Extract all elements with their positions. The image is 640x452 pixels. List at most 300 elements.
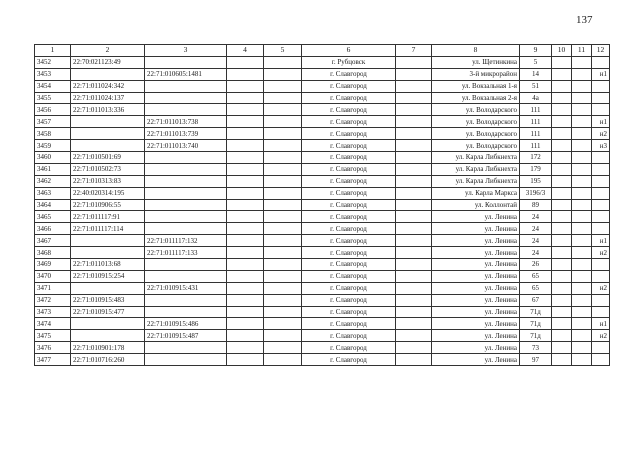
- table-cell-col-6: г. Славгород: [302, 116, 396, 128]
- table-cell-col-11: [572, 163, 592, 175]
- table-cell-col-5: [264, 342, 302, 354]
- table-cell-col-4: [227, 140, 264, 152]
- table-cell-col-12: [592, 223, 610, 235]
- page-number: 137: [576, 14, 593, 26]
- table-cell-col-5: [264, 68, 302, 80]
- table-cell-col-10: [552, 282, 572, 294]
- table-cell-col-12: [592, 342, 610, 354]
- table-row: [35, 199, 610, 211]
- table-cell-col-1: 3462: [35, 175, 71, 187]
- table-cell-col-10: [552, 163, 572, 175]
- column-header-6: 6: [302, 45, 396, 57]
- table-cell-col-10: [552, 235, 572, 247]
- table-cell-col-6: г. Славгород: [302, 152, 396, 164]
- column-header-3: 3: [145, 45, 227, 57]
- table-row: [35, 306, 610, 318]
- table-cell-col-1: 3466: [35, 223, 71, 235]
- table-cell-col-2: 22:71:011024:342: [71, 80, 145, 92]
- table-cell-col-5: [264, 116, 302, 128]
- table-cell-col-9: 71д: [520, 330, 552, 342]
- table-cell-col-4: [227, 175, 264, 187]
- table-cell-col-10: [552, 68, 572, 80]
- table-cell-col-4: [227, 294, 264, 306]
- table-cell-col-10: [552, 116, 572, 128]
- table-cell-col-8: ул. Ленина: [432, 330, 520, 342]
- table-cell-col-6: г. Славгород: [302, 259, 396, 271]
- table-cell-col-4: [227, 68, 264, 80]
- table-cell-col-3: 22:71:010915:431: [145, 282, 227, 294]
- table-cell-col-3: [145, 294, 227, 306]
- table-cell-col-3: [145, 56, 227, 68]
- table-cell-col-1: 3452: [35, 56, 71, 68]
- table-cell-col-6: г. Славгород: [302, 211, 396, 223]
- table-cell-col-1: 3465: [35, 211, 71, 223]
- table-cell-col-2: 22:71:010915:477: [71, 306, 145, 318]
- table-cell-col-9: 71д: [520, 318, 552, 330]
- table-cell-col-11: [572, 175, 592, 187]
- table-cell-col-1: 3469: [35, 259, 71, 271]
- table-cell-col-9: 65: [520, 282, 552, 294]
- table-cell-col-9: 51: [520, 80, 552, 92]
- table-cell-col-12: н3: [592, 140, 610, 152]
- table-cell-col-7: [396, 306, 432, 318]
- table-cell-col-5: [264, 199, 302, 211]
- table-cell-col-10: [552, 152, 572, 164]
- table-cell-col-11: [572, 318, 592, 330]
- table-cell-col-8: ул. Коллонтай: [432, 199, 520, 211]
- table-cell-col-4: [227, 235, 264, 247]
- table-cell-col-9: 195: [520, 175, 552, 187]
- table-cell-col-6: г. Славгород: [302, 354, 396, 366]
- table-cell-col-7: [396, 235, 432, 247]
- table-cell-col-3: 22:71:010915:486: [145, 318, 227, 330]
- table-cell-col-3: 22:71:011117:133: [145, 247, 227, 259]
- table-cell-col-8: ул. Вокзальная 2-я: [432, 92, 520, 104]
- header-row: [35, 45, 610, 57]
- table-cell-col-3: [145, 80, 227, 92]
- table-cell-col-3: [145, 175, 227, 187]
- table-cell-col-2: 22:71:010915:483: [71, 294, 145, 306]
- table-cell-col-9: 26: [520, 259, 552, 271]
- table-cell-col-11: [572, 330, 592, 342]
- table-row: [35, 282, 610, 294]
- table-cell-col-3: 22:71:010915:487: [145, 330, 227, 342]
- table-cell-col-5: [264, 56, 302, 68]
- table-cell-col-11: [572, 128, 592, 140]
- table-row: [35, 92, 610, 104]
- table-cell-col-2: [71, 318, 145, 330]
- table-cell-col-6: г. Рубцовск: [302, 56, 396, 68]
- table-cell-col-12: [592, 163, 610, 175]
- table-cell-col-11: [572, 223, 592, 235]
- table-row: [35, 68, 610, 80]
- column-header-10: 10: [552, 45, 572, 57]
- table-cell-col-6: г. Славгород: [302, 342, 396, 354]
- table-cell-col-7: [396, 330, 432, 342]
- table-cell-col-11: [572, 152, 592, 164]
- table-cell-col-12: [592, 152, 610, 164]
- table-row: [35, 56, 610, 68]
- column-header-9: 9: [520, 45, 552, 57]
- table-cell-col-10: [552, 259, 572, 271]
- table-cell-col-3: [145, 342, 227, 354]
- table-cell-col-4: [227, 282, 264, 294]
- table-cell-col-1: 3457: [35, 116, 71, 128]
- table-row: [35, 163, 610, 175]
- table-cell-col-9: 179: [520, 163, 552, 175]
- table-cell-col-12: [592, 56, 610, 68]
- table-cell-col-5: [264, 175, 302, 187]
- column-header-2: 2: [71, 45, 145, 57]
- table-cell-col-8: ул. Володарского: [432, 116, 520, 128]
- column-header-7: 7: [396, 45, 432, 57]
- table-cell-col-1: 3456: [35, 104, 71, 116]
- table-cell-col-2: 22:71:010313:83: [71, 175, 145, 187]
- table-row: [35, 354, 610, 366]
- column-header-8: 8: [432, 45, 520, 57]
- table-cell-col-10: [552, 354, 572, 366]
- table-cell-col-5: [264, 330, 302, 342]
- table-cell-col-4: [227, 306, 264, 318]
- table-cell-col-8: ул. Ленина: [432, 235, 520, 247]
- table-cell-col-6: г. Славгород: [302, 128, 396, 140]
- table-cell-col-9: 24: [520, 211, 552, 223]
- table-cell-col-5: [264, 223, 302, 235]
- table-cell-col-10: [552, 80, 572, 92]
- table-cell-col-7: [396, 354, 432, 366]
- table-cell-col-2: [71, 116, 145, 128]
- table-cell-col-9: 97: [520, 354, 552, 366]
- table-cell-col-10: [552, 211, 572, 223]
- table-cell-col-3: [145, 152, 227, 164]
- table-cell-col-4: [227, 318, 264, 330]
- table-cell-col-12: н2: [592, 128, 610, 140]
- table-cell-col-12: [592, 80, 610, 92]
- table-cell-col-12: [592, 270, 610, 282]
- table-cell-col-11: [572, 56, 592, 68]
- table-cell-col-3: [145, 354, 227, 366]
- table-cell-col-9: 4а: [520, 92, 552, 104]
- table-cell-col-4: [227, 56, 264, 68]
- column-header-5: 5: [264, 45, 302, 57]
- table-cell-col-11: [572, 199, 592, 211]
- table-cell-col-9: 67: [520, 294, 552, 306]
- table-cell-col-7: [396, 175, 432, 187]
- table-row: [35, 116, 610, 128]
- table-cell-col-7: [396, 116, 432, 128]
- table-row: [35, 270, 610, 282]
- table-cell-col-9: 71д: [520, 306, 552, 318]
- table-cell-col-11: [572, 140, 592, 152]
- table-row: [35, 128, 610, 140]
- table-cell-col-8: ул. Ленина: [432, 342, 520, 354]
- table-cell-col-4: [227, 223, 264, 235]
- table-cell-col-6: г. Славгород: [302, 68, 396, 80]
- table-cell-col-5: [264, 80, 302, 92]
- table-cell-col-6: г. Славгород: [302, 235, 396, 247]
- table-cell-col-5: [264, 104, 302, 116]
- table-cell-col-2: 22:71:010501:69: [71, 152, 145, 164]
- table-cell-col-7: [396, 92, 432, 104]
- table-cell-col-5: [264, 247, 302, 259]
- table-cell-col-5: [264, 282, 302, 294]
- table-cell-col-5: [264, 354, 302, 366]
- table-cell-col-1: 3474: [35, 318, 71, 330]
- table-cell-col-7: [396, 259, 432, 271]
- table-cell-col-8: ул. Ленина: [432, 259, 520, 271]
- table-cell-col-8: ул. Володарского: [432, 128, 520, 140]
- table-cell-col-3: 22:71:011013:738: [145, 116, 227, 128]
- table-cell-col-1: 3468: [35, 247, 71, 259]
- table-cell-col-4: [227, 259, 264, 271]
- table-cell-col-10: [552, 270, 572, 282]
- table-cell-col-6: г. Славгород: [302, 80, 396, 92]
- table-cell-col-11: [572, 306, 592, 318]
- table-cell-col-6: г. Славгород: [302, 175, 396, 187]
- table-cell-col-8: ул. Ленина: [432, 294, 520, 306]
- table-cell-col-10: [552, 128, 572, 140]
- table-cell-col-8: ул. Карла Либкнехта: [432, 175, 520, 187]
- table-cell-col-8: ул. Володарского: [432, 104, 520, 116]
- table-cell-col-8: ул. Ленина: [432, 282, 520, 294]
- table-cell-col-10: [552, 140, 572, 152]
- table-cell-col-11: [572, 116, 592, 128]
- table-cell-col-7: [396, 56, 432, 68]
- table-cell-col-10: [552, 104, 572, 116]
- table-cell-col-3: [145, 270, 227, 282]
- table-cell-col-8: ул. Володарского: [432, 140, 520, 152]
- table-cell-col-2: [71, 235, 145, 247]
- table-cell-col-1: 3463: [35, 187, 71, 199]
- table-cell-col-1: 3458: [35, 128, 71, 140]
- table-cell-col-8: 3-й микрорайон: [432, 68, 520, 80]
- table-cell-col-11: [572, 235, 592, 247]
- table-cell-col-9: 24: [520, 235, 552, 247]
- table-cell-col-11: [572, 104, 592, 116]
- table-cell-col-7: [396, 128, 432, 140]
- table-cell-col-4: [227, 211, 264, 223]
- table-cell-col-1: 3475: [35, 330, 71, 342]
- table-body: [35, 56, 610, 365]
- table-cell-col-4: [227, 270, 264, 282]
- table-cell-col-5: [264, 152, 302, 164]
- table-cell-col-5: [264, 294, 302, 306]
- table-cell-col-2: [71, 68, 145, 80]
- table-cell-col-12: [592, 92, 610, 104]
- table-cell-col-8: ул. Ленина: [432, 318, 520, 330]
- table-cell-col-8: ул. Щетинкина: [432, 56, 520, 68]
- table-cell-col-2: 22:71:011117:91: [71, 211, 145, 223]
- table-cell-col-8: ул. Вокзальная 1-я: [432, 80, 520, 92]
- table-row: [35, 259, 610, 271]
- table-cell-col-4: [227, 152, 264, 164]
- table-cell-col-10: [552, 318, 572, 330]
- table-cell-col-7: [396, 247, 432, 259]
- table-cell-col-5: [264, 211, 302, 223]
- table-cell-col-1: 3453: [35, 68, 71, 80]
- table-cell-col-12: н1: [592, 68, 610, 80]
- table-cell-col-4: [227, 128, 264, 140]
- table-cell-col-12: [592, 199, 610, 211]
- table-cell-col-10: [552, 199, 572, 211]
- table-cell-col-5: [264, 92, 302, 104]
- table-row: [35, 140, 610, 152]
- table-cell-col-7: [396, 223, 432, 235]
- table-cell-col-10: [552, 294, 572, 306]
- table-cell-col-5: [264, 306, 302, 318]
- table-cell-col-8: ул. Ленина: [432, 306, 520, 318]
- table-cell-col-2: 22:70:021123:49: [71, 56, 145, 68]
- table-cell-col-6: г. Славгород: [302, 294, 396, 306]
- table-cell-col-2: [71, 282, 145, 294]
- table-cell-col-11: [572, 211, 592, 223]
- table-cell-col-2: 22:71:010901:178: [71, 342, 145, 354]
- table-cell-col-3: 22:71:011013:740: [145, 140, 227, 152]
- table-cell-col-4: [227, 330, 264, 342]
- table-cell-col-4: [227, 116, 264, 128]
- table-cell-col-3: [145, 211, 227, 223]
- table-row: [35, 175, 610, 187]
- table-cell-col-7: [396, 80, 432, 92]
- table-cell-col-12: н1: [592, 235, 610, 247]
- table-cell-col-7: [396, 342, 432, 354]
- table-cell-col-6: г. Славгород: [302, 270, 396, 282]
- table-cell-col-4: [227, 104, 264, 116]
- table-cell-col-11: [572, 342, 592, 354]
- table-cell-col-6: г. Славгород: [302, 223, 396, 235]
- table-cell-col-3: [145, 223, 227, 235]
- table-cell-col-12: [592, 294, 610, 306]
- table-cell-col-6: г. Славгород: [302, 282, 396, 294]
- column-header-1: 1: [35, 45, 71, 57]
- table-cell-col-2: [71, 140, 145, 152]
- table-cell-col-6: г. Славгород: [302, 318, 396, 330]
- table-cell-col-7: [396, 270, 432, 282]
- table-cell-col-2: 22:71:011024:137: [71, 92, 145, 104]
- table-cell-col-6: г. Славгород: [302, 92, 396, 104]
- table-cell-col-8: ул. Ленина: [432, 354, 520, 366]
- table-cell-col-11: [572, 187, 592, 199]
- table-cell-col-10: [552, 330, 572, 342]
- table-cell-col-2: [71, 247, 145, 259]
- table-cell-col-5: [264, 187, 302, 199]
- table-cell-col-2: 22:40:020314:195: [71, 187, 145, 199]
- column-header-4: 4: [227, 45, 264, 57]
- table-cell-col-8: ул. Ленина: [432, 211, 520, 223]
- table-cell-col-6: г. Славгород: [302, 187, 396, 199]
- table-cell-col-11: [572, 294, 592, 306]
- table-cell-col-8: ул. Карла Маркса: [432, 187, 520, 199]
- table-cell-col-2: 22:71:010906:55: [71, 199, 145, 211]
- registry-table: [34, 44, 610, 366]
- table-cell-col-7: [396, 140, 432, 152]
- table-row: [35, 318, 610, 330]
- table-cell-col-12: н2: [592, 247, 610, 259]
- table-cell-col-7: [396, 68, 432, 80]
- table-row: [35, 235, 610, 247]
- table-cell-col-4: [227, 187, 264, 199]
- table-cell-col-3: [145, 306, 227, 318]
- table-cell-col-7: [396, 152, 432, 164]
- table-cell-col-2: 22:71:010915:254: [71, 270, 145, 282]
- table-cell-col-11: [572, 80, 592, 92]
- table-cell-col-6: г. Славгород: [302, 199, 396, 211]
- column-header-12: 12: [592, 45, 610, 57]
- table-cell-col-9: 3196/3: [520, 187, 552, 199]
- table-cell-col-3: [145, 104, 227, 116]
- table-cell-col-11: [572, 270, 592, 282]
- table-cell-col-7: [396, 294, 432, 306]
- table-cell-col-4: [227, 199, 264, 211]
- table-row: [35, 330, 610, 342]
- table-row: [35, 152, 610, 164]
- table-row: [35, 247, 610, 259]
- table-cell-col-1: 3473: [35, 306, 71, 318]
- table-cell-col-4: [227, 342, 264, 354]
- table-cell-col-12: [592, 187, 610, 199]
- table-cell-col-12: [592, 175, 610, 187]
- table-cell-col-1: 3470: [35, 270, 71, 282]
- table-cell-col-4: [227, 163, 264, 175]
- table-row: [35, 187, 610, 199]
- table-cell-col-2: 22:71:010716:260: [71, 354, 145, 366]
- table-cell-col-11: [572, 247, 592, 259]
- table-cell-col-5: [264, 163, 302, 175]
- table-cell-col-1: 3467: [35, 235, 71, 247]
- table-cell-col-2: 22:71:010502:73: [71, 163, 145, 175]
- table-cell-col-8: ул. Карла Либкнехта: [432, 163, 520, 175]
- table-cell-col-7: [396, 318, 432, 330]
- table-header: [35, 45, 610, 57]
- table-cell-col-1: 3476: [35, 342, 71, 354]
- table-cell-col-3: [145, 259, 227, 271]
- table-cell-col-9: 89: [520, 199, 552, 211]
- table-cell-col-10: [552, 92, 572, 104]
- table-cell-col-9: 172: [520, 152, 552, 164]
- table-cell-col-12: н2: [592, 330, 610, 342]
- table-cell-col-5: [264, 318, 302, 330]
- table-cell-col-9: 65: [520, 270, 552, 282]
- table-row: [35, 80, 610, 92]
- table-cell-col-3: 22:71:010605:1481: [145, 68, 227, 80]
- table-cell-col-11: [572, 282, 592, 294]
- table-cell-col-3: [145, 199, 227, 211]
- table-cell-col-3: 22:71:011117:132: [145, 235, 227, 247]
- table-cell-col-12: [592, 306, 610, 318]
- table-cell-col-4: [227, 354, 264, 366]
- table-cell-col-12: [592, 259, 610, 271]
- table-cell-col-9: 24: [520, 223, 552, 235]
- table-cell-col-12: [592, 211, 610, 223]
- table-row: [35, 211, 610, 223]
- table-cell-col-5: [264, 140, 302, 152]
- table-row: [35, 342, 610, 354]
- table-cell-col-11: [572, 354, 592, 366]
- table-cell-col-10: [552, 56, 572, 68]
- table-cell-col-7: [396, 187, 432, 199]
- table-row: [35, 294, 610, 306]
- table-cell-col-4: [227, 247, 264, 259]
- table-cell-col-1: 3461: [35, 163, 71, 175]
- table-row: [35, 223, 610, 235]
- table-cell-col-6: г. Славгород: [302, 306, 396, 318]
- table-cell-col-10: [552, 247, 572, 259]
- table-cell-col-4: [227, 80, 264, 92]
- table-cell-col-12: н1: [592, 116, 610, 128]
- table-cell-col-9: 111: [520, 116, 552, 128]
- table-cell-col-6: г. Славгород: [302, 140, 396, 152]
- table-cell-col-11: [572, 259, 592, 271]
